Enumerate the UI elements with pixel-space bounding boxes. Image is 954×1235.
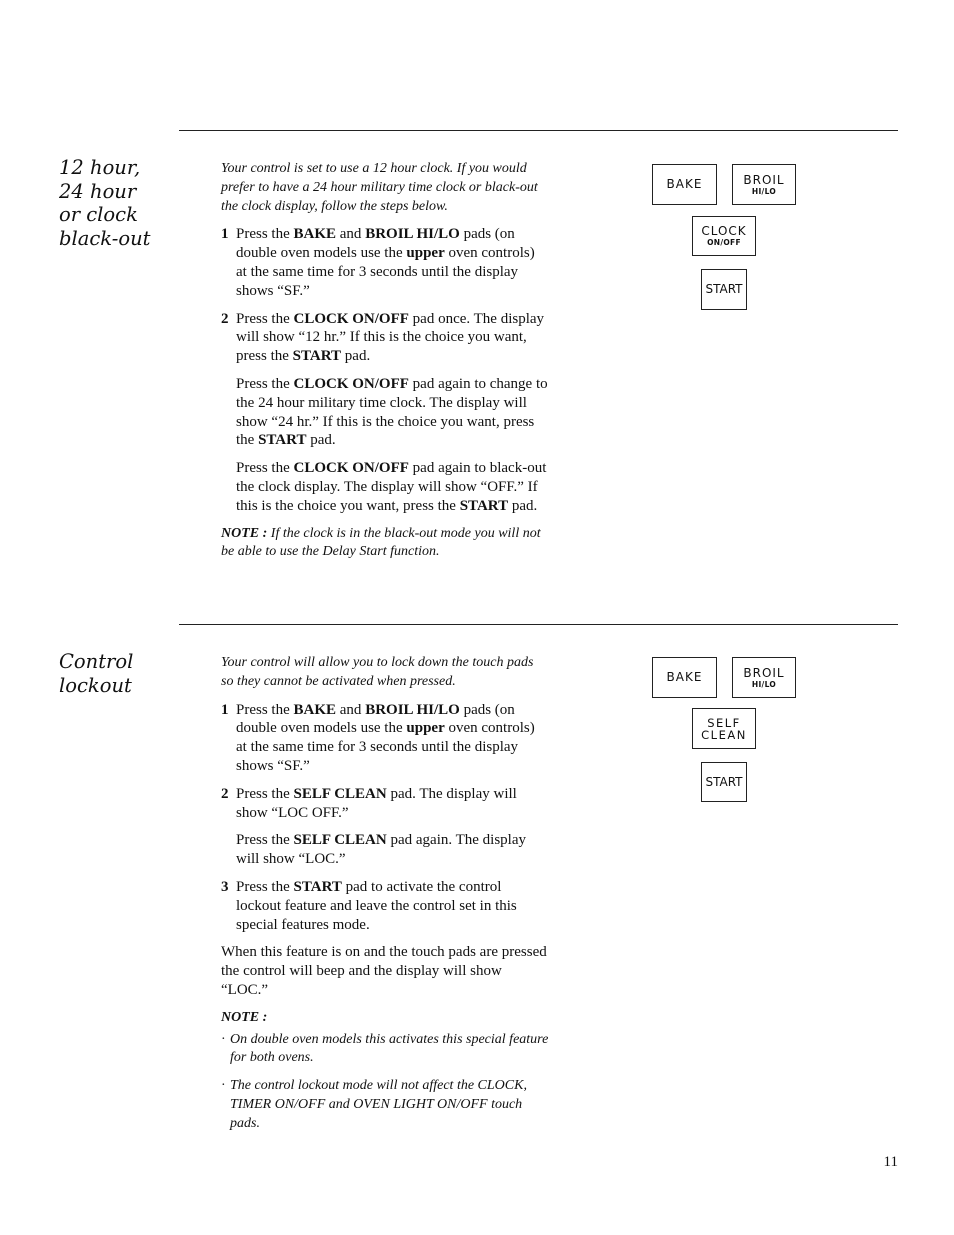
section-heading-lockout: Control lockout <box>59 650 134 697</box>
note-bullet-1: · On double oven models this activates this special feature for both ovens. <box>221 1031 549 1066</box>
section-body-clock <box>221 160 549 571</box>
step-2: 2 Press the SELF CLEAN pad. The display will show “LOC OFF.” <box>221 785 517 821</box>
bake-pad[interactable]: BAKE <box>652 657 717 698</box>
intro-text: Your control will allow you to lock down the touch pads so they cannot be activated when pressed. <box>221 655 534 689</box>
bake-pad[interactable]: BAKE <box>652 164 717 205</box>
paragraph-feature-on: When this feature is on and the touch pads are pressed the control will beep and the display will show “LOC.” <box>221 944 547 998</box>
paragraph-self-clean-again: Press the SELF CLEAN pad again. The display will show “LOC.” <box>236 832 526 868</box>
section-divider-middle <box>179 624 898 625</box>
paragraph-blackout: Press the CLOCK ON/OFF pad again to black-out the clock display. The display will show “OFF.” If this is the choice you want, press the START pad. <box>236 460 547 514</box>
section-heading-clock: 12 hour, 24 hour or clock black-out <box>59 156 151 250</box>
note-bullet-2: · The control lockout mode will not affect the CLOCK, TIMER ON/OFF and OVEN LIGHT ON/OFF touch pads. <box>221 1078 527 1131</box>
section-divider-top <box>179 130 898 131</box>
step-2: 2 Press the CLOCK ON/OFF pad once. The display will show “12 hr.” If this is the choice you want, press the START pad. <box>221 310 545 365</box>
step-3: 3 Press the START pad to activate the control lockout feature and leave the control set in this special features mode. <box>221 878 517 933</box>
step-1: 1 Press the BAKE and BROIL HI/LO pads (on double oven models use the upper oven controls) at the same time for 3 seconds until the display shows “SF.” <box>221 701 535 774</box>
start-pad[interactable]: START <box>701 762 747 802</box>
intro-text: Your control is set to use a 12 hour clock. If you would prefer to have a 24 hour military time clock or black-out the clock display, follow the steps below. <box>221 161 538 214</box>
start-pad[interactable]: START <box>701 269 747 310</box>
step-1: 1 Press the BAKE and BROIL HI/LO pads (on double oven models use the upper oven controls) at the same time for 3 seconds until the display shows “SF.” <box>221 226 535 299</box>
self-clean-pad[interactable]: SELF CLEAN <box>692 708 756 749</box>
broil-hilo-pad[interactable]: BROIL HI/LO <box>732 164 796 205</box>
broil-hilo-pad[interactable]: BROIL HI/LO <box>732 657 796 698</box>
note-blackout: NOTE : If the clock is in the black-out mode you will not be able to use the Delay Start function. <box>221 525 541 560</box>
note-label: NOTE : <box>221 1009 268 1025</box>
clock-onoff-pad[interactable]: CLOCK ON/OFF <box>692 216 756 256</box>
page-number: 11 <box>883 1154 898 1170</box>
section-body-lockout <box>221 654 549 1143</box>
paragraph-24hr: Press the CLOCK ON/OFF pad again to change to the 24 hour military time clock. The display will show “24 hr.” If this is the choice you want, press the START pad. <box>236 375 548 449</box>
